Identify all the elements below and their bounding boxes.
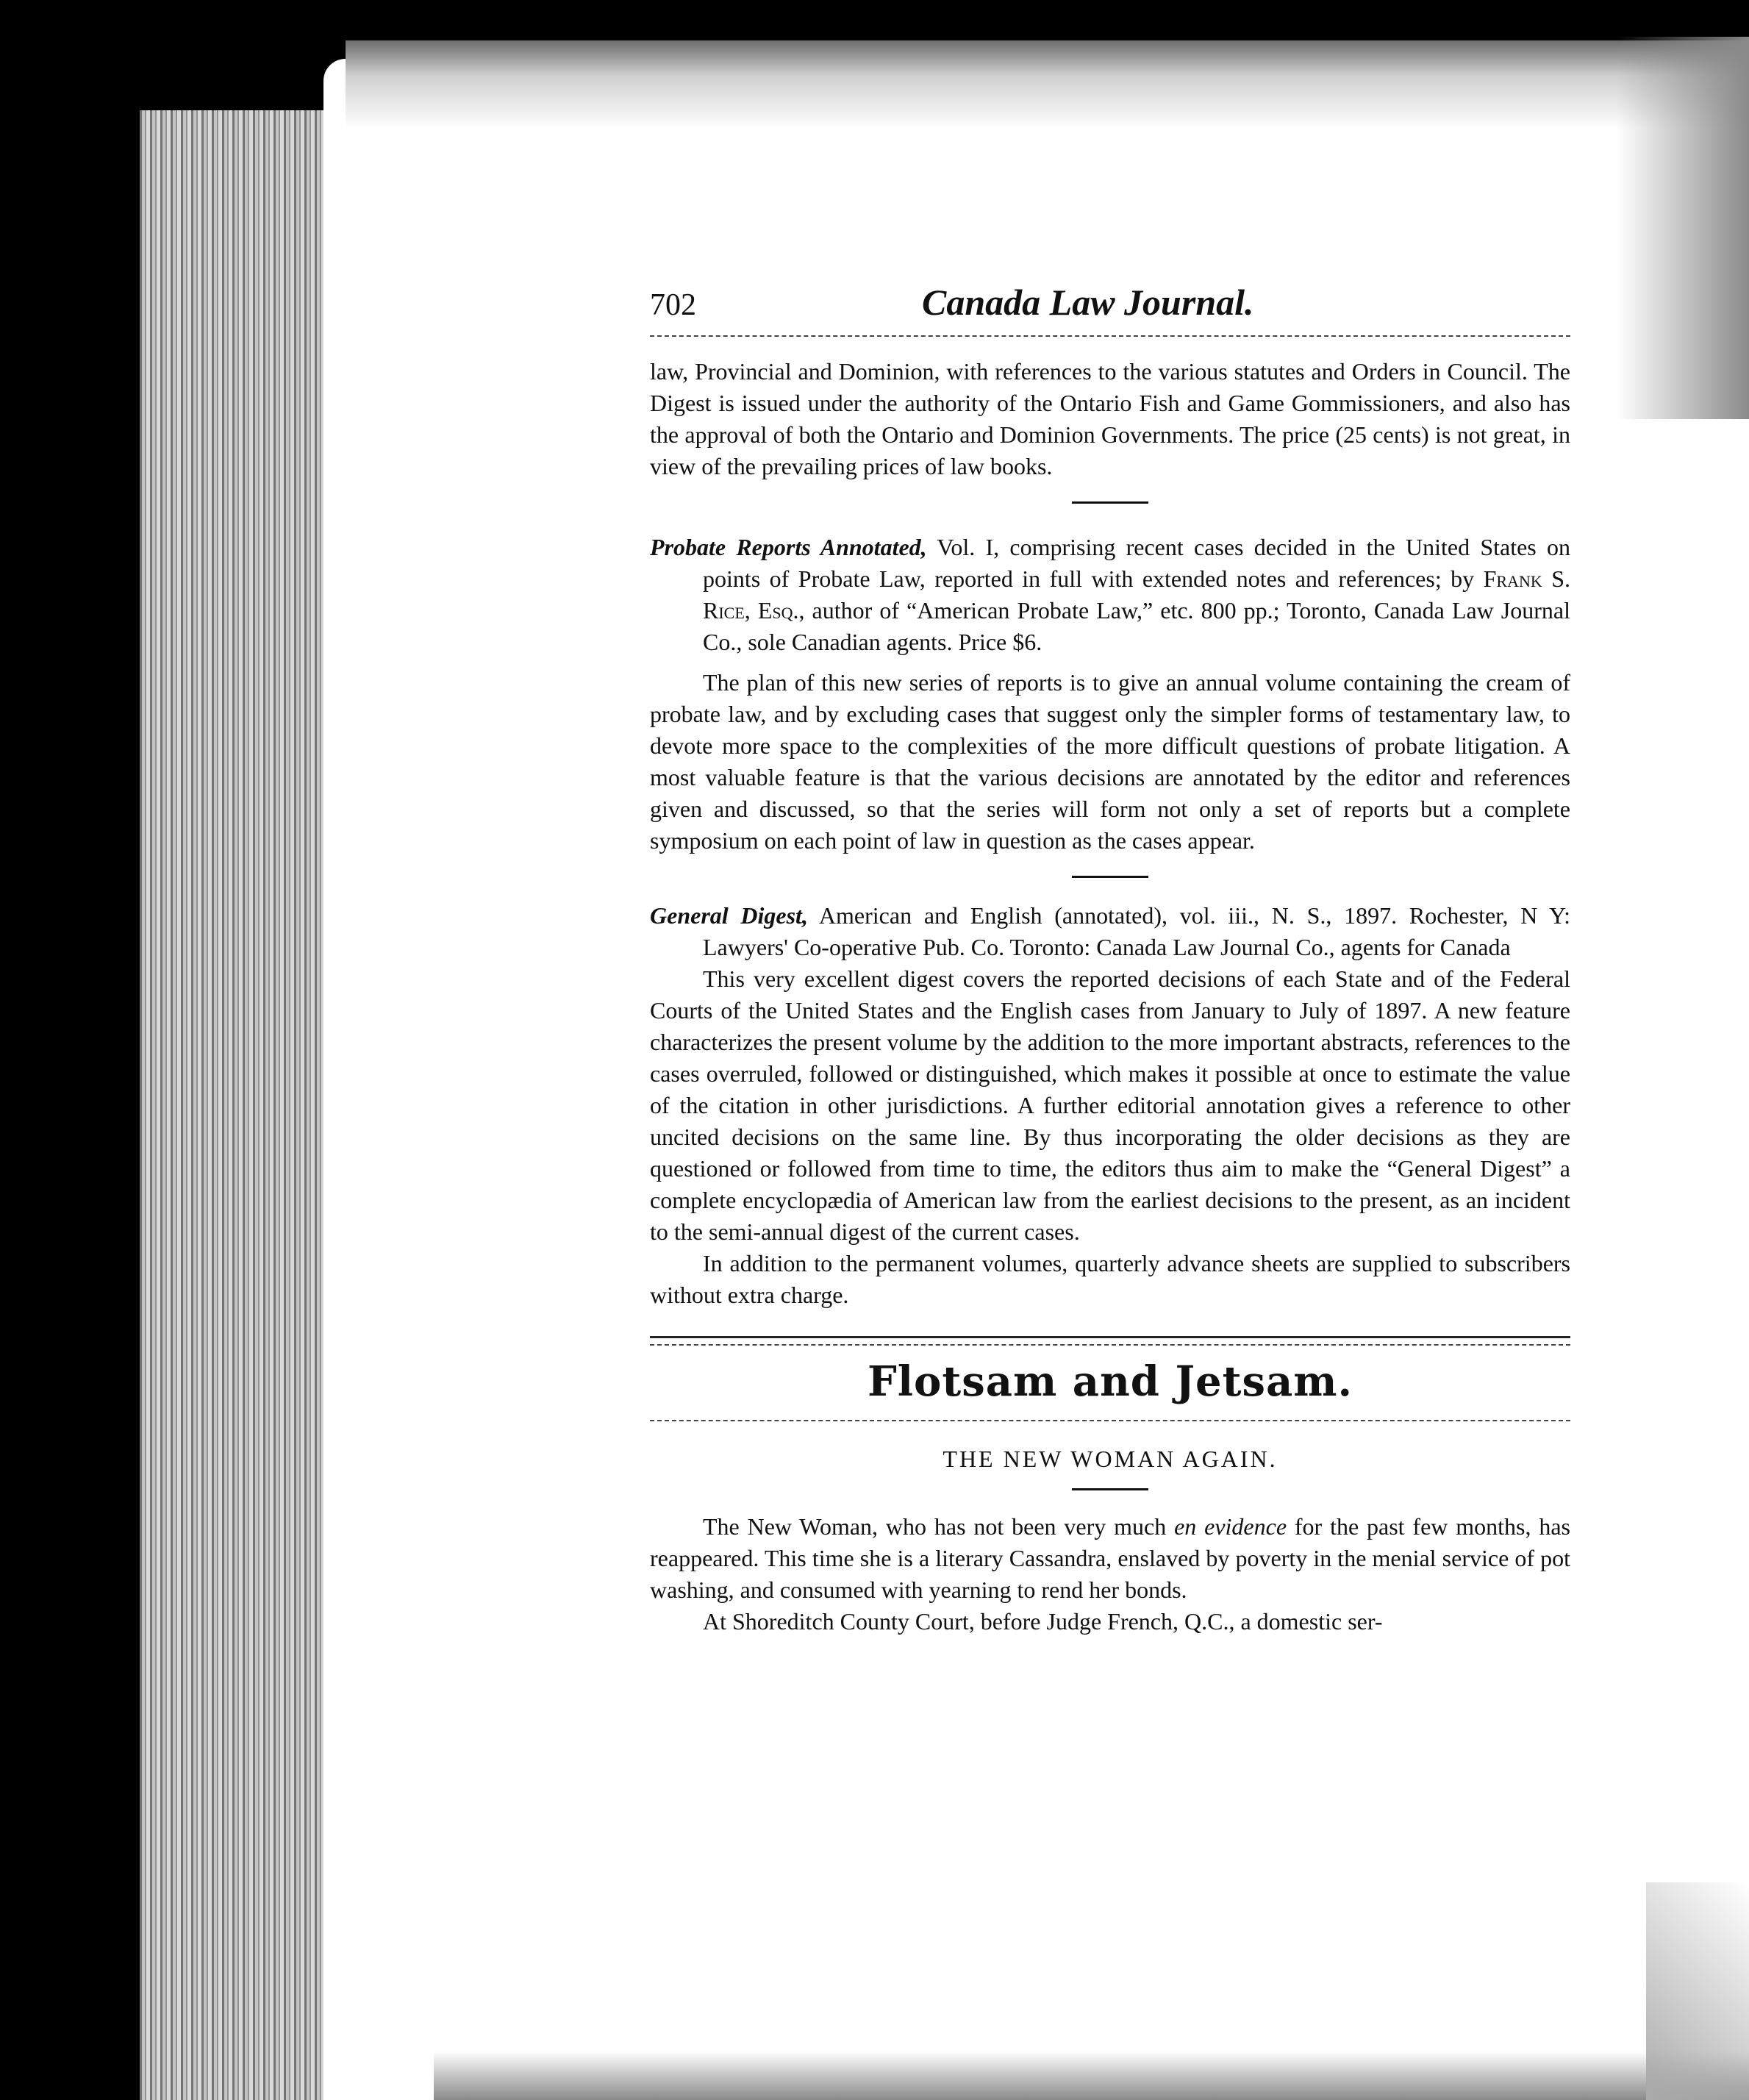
heading-dashed-rule <box>650 1420 1570 1421</box>
probate-review-paragraph: The plan of this new series of reports is to give an annual volume containing the cream of probate law, and by excluding cases that suggest only the simpler forms of testamentary law, to devote more space to the complexities of the more difficult questions of probate litigation. A most valuable feature is that the various decisions are annotated by the editor and references given and discussed, so that the series will form not only a set of reports but a complete symposium on each point of law in question as the cases appear. <box>650 669 1570 854</box>
digest-citation <box>650 900 1570 963</box>
intro-paragraph: law, Provincial and Dominion, with references to the various statutes and Orders in Council. The Digest is issued under the authority of the Ontario Fish and Game Gommissioners, and also has the approval of both the Ontario and Dominion Governments. The price (25 cents) is not great, in view of the prevailing prices of law books. <box>650 358 1570 479</box>
probate-citation-title: Probate Reports Annotated, <box>650 534 927 560</box>
article-subheading: THE NEW WOMAN AGAIN. <box>943 1446 1278 1472</box>
scan-top-shadow <box>346 40 1749 129</box>
scan-bottom-shadow <box>434 2051 1749 2100</box>
digest-citation-title: General Digest, <box>650 902 808 929</box>
shoreditch-paragraph: At Shoreditch County Court, before Judge French, Q.C., a domestic ser- <box>703 1608 1383 1635</box>
new-woman-text-b: for the past few months, has reappeared. This time she is a literary Cassandra, enslaved by poverty in the menial service of pot washing, and consumed with yearning to rend her bonds. <box>650 1513 1571 1603</box>
book-edge-shadow <box>140 110 331 2100</box>
digest-citation-text: American and English (annotated), vol. iii., N. S., 1897. Rochester, N Y: Lawyers' Co-operative Pub. Co. Toronto: Canada Law Journal Co., agents for Canada <box>703 902 1571 960</box>
digest-review-paragraph: This very excellent digest covers the reported decisions of each State and of the Federal Courts of the United States and the English cases from January to July of 1897. A new feature characterizes the present volume by the addition to the more important abstracts, references to the cases overruled, followed or distinguished, which makes it possible at once to estimate the value of the citation in other jurisdictions. A further editorial annotation gives a reference to other uncited decisions on the same line. By thus incorporating the older decisions as they are questioned or followed from time to time, the editors thus aim to make the “General Digest” a complete encyclopædia of American law from the earliest decisions to the present, as an incident to the semi-annual digest of the current cases. <box>650 965 1570 1245</box>
probate-citation <box>650 532 1570 658</box>
probate-citation-text-a: Vol. I, comprising recent cases decided in the United States on points of Probate Law, reported in full with extended notes and references; by <box>703 534 1571 592</box>
new-woman-paragraph <box>650 1511 1570 1606</box>
section-double-rule <box>650 1336 1570 1346</box>
probate-citation-text-b: , author of “American Probate Law,” etc. 800 pp.; Toronto, Canada Law Journal Co., sole Canadian agents. Price $6. <box>703 597 1571 655</box>
page-number: 702 <box>650 288 696 322</box>
scan-corner-shadow <box>1646 1882 1749 2100</box>
running-header <box>650 282 1570 337</box>
section-divider <box>1072 501 1148 504</box>
new-woman-text-a: The New Woman, who has not been very much <box>703 1513 1175 1540</box>
digest-advance-sheets-paragraph: In addition to the permanent volumes, quarterly advance sheets are supplied to subscribers without extra charge. <box>650 1250 1570 1308</box>
page-content <box>650 282 1571 1638</box>
journal-title: Canada Law Journal. <box>922 282 1254 323</box>
flotsam-heading: Flotsam and Jetsam. <box>867 1357 1353 1406</box>
scan-right-shadow <box>1617 37 1749 419</box>
probate-citation-author: Frank S. Rice, Esq. <box>703 565 1571 624</box>
new-woman-italic-phrase: en evidence <box>1174 1513 1287 1540</box>
section-divider <box>1072 1488 1148 1490</box>
section-divider <box>1072 876 1148 878</box>
